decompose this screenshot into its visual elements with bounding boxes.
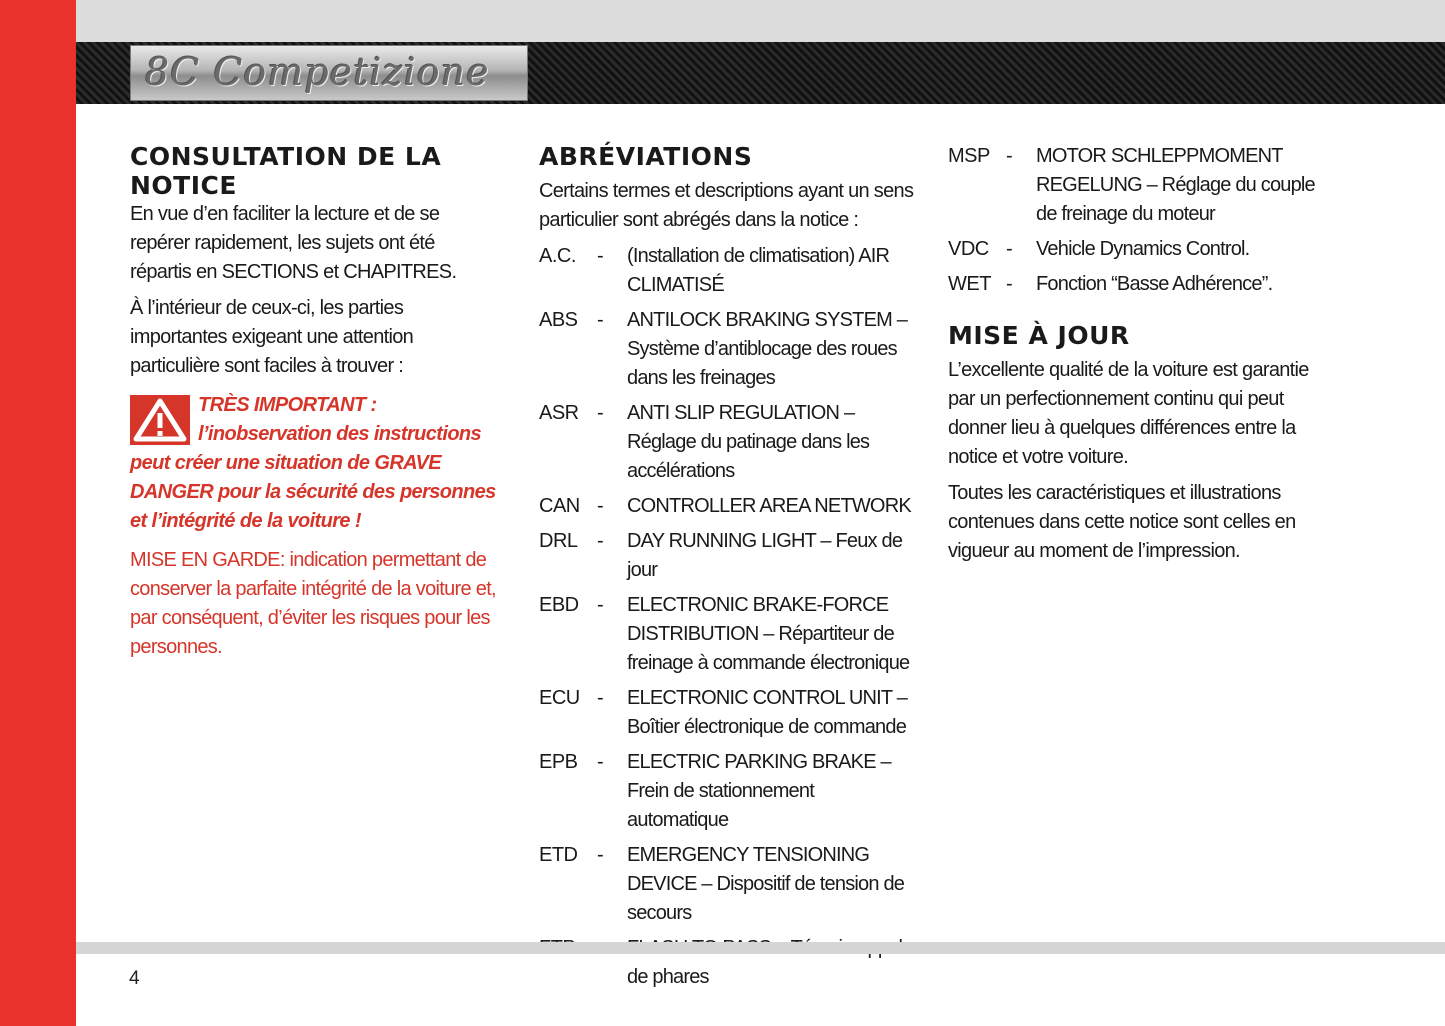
abbr-row <box>539 399 914 486</box>
abbr-dash: - <box>597 751 604 773</box>
abbr-code: WET <box>948 273 991 295</box>
abbr-row <box>539 591 914 678</box>
abbr-code: ASR <box>539 402 579 424</box>
column-update <box>948 142 1328 573</box>
column-abbreviations <box>539 142 914 998</box>
caution-paragraph <box>130 546 500 662</box>
update-para1: L’excellente qualité de la voiture est garantie par un perfectionnement continu qui peut donner lieu à quelques différences entre la notice et votre voiture. <box>948 359 1309 468</box>
abbr-code: ETD <box>539 844 578 866</box>
abbr-code: DRL <box>539 530 578 552</box>
abbr-dash: - <box>597 309 604 331</box>
abbr-row <box>948 270 1328 299</box>
abbr-row <box>539 748 914 835</box>
abbr-desc: DAY RUNNING LIGHT – Feux de jour <box>627 530 903 581</box>
abbr-code: CAN <box>539 495 580 517</box>
top-grey-strip <box>76 0 1445 42</box>
warning-triangle-icon <box>130 395 190 445</box>
page-number: 4 <box>129 968 140 989</box>
abbr-desc: ANTILOCK BRAKING SYSTEM – Système d’antiblocage des roues dans les freinages <box>627 309 908 389</box>
caution-label: MISE EN GARDE <box>130 549 280 571</box>
caution-text: : indication permettant de conserver la parfaite intégrité de la voiture et, par conséquent, d’éviter les risques pour les personnes. <box>130 549 496 658</box>
warning-box <box>130 391 500 536</box>
consultation-para2: À l’intérieur de ceux-ci, les parties importantes exigeant une attention particulière sont faciles à trouver : <box>130 297 414 377</box>
update-title: MISE À JOUR <box>948 321 1130 350</box>
abbr-row <box>539 242 914 300</box>
abbr-code: EPB <box>539 751 578 773</box>
abbr-dash: - <box>597 402 604 424</box>
abbr-row <box>948 142 1328 229</box>
abbr-desc: CONTROLLER AREA NETWORK <box>627 495 911 517</box>
abbr-desc: de phares <box>627 966 709 988</box>
abbr-code: EBD <box>539 594 579 616</box>
column-consultation <box>130 142 500 669</box>
abbr-desc: EMERGENCY TENSIONING DEVICE – Dispositif de tension de secours <box>627 844 905 924</box>
abbr-dash: - <box>597 245 604 267</box>
abbr-dash: - <box>597 844 604 866</box>
red-side-band <box>0 0 76 1026</box>
abbr-dash: - <box>597 495 604 517</box>
consultation-title: CONSULTATION DE LA NOTICE <box>130 142 442 200</box>
abbr-row <box>539 527 914 585</box>
abbr-dash: - <box>597 530 604 552</box>
abbr-desc: MOTOR SCHLEPPMOMENT REGELUNG – Réglage du couple de freinage du moteur <box>1036 145 1315 225</box>
consultation-para1: En vue d’en faciliter la lecture et de se repérer rapidement, les sujets ont été répartis en SECTIONS et CHAPITRES. <box>130 203 457 283</box>
abbr-row <box>948 235 1328 264</box>
abbr-row <box>539 841 914 928</box>
abbr-dash: - <box>597 687 604 709</box>
abbr-code: ECU <box>539 687 580 709</box>
update-para2: Toutes les caractéristiques et illustrations contenues dans cette notice sont celles en vigueur au moment de l’impression. <box>948 482 1296 562</box>
abbr-desc: Vehicle Dynamics Control. <box>1036 238 1250 260</box>
abbr-dash: - <box>1006 273 1013 295</box>
abbr-code: A.C. <box>539 245 576 267</box>
abbr-code: MSP <box>948 145 990 167</box>
abbr-desc: ANTI SLIP REGULATION – Réglage du patinage dans les accélérations <box>627 402 870 482</box>
abbr-dash: - <box>597 594 604 616</box>
abbr-row <box>539 306 914 393</box>
abbreviations-title: ABRÉVIATIONS <box>539 142 753 171</box>
abbr-dash: - <box>1006 238 1013 260</box>
abbr-desc: ELECTRIC PARKING BRAKE – Frein de stationnement automatique <box>627 751 891 831</box>
abbr-row <box>539 684 914 742</box>
logo-text: 8C Competizione <box>145 50 490 94</box>
abbreviations-intro: Certains termes et descriptions ayant un sens particulier sont abrégés dans la notice : <box>539 180 914 231</box>
abbr-row <box>539 492 914 521</box>
abbr-code: VDC <box>948 238 989 260</box>
abbr-desc: ELECTRONIC CONTROL UNIT – Boîtier électronique de commande <box>627 687 908 738</box>
abbr-dash: - <box>1006 145 1013 167</box>
abbr-code: ABS <box>539 309 578 331</box>
brand-logo <box>130 45 528 101</box>
warning-text: TRÈS IMPORTANT : l’inobservation des instructions peut créer une situation de GRAVE DANGER pour la sécurité des personnes et l’intégrité de la voiture ! <box>130 394 496 532</box>
abbr-desc: ELECTRONIC BRAKE-FORCE DISTRIBUTION – Répartiteur de freinage à commande électronique <box>627 594 910 674</box>
abbr-desc: Fonction “Basse Adhérence”. <box>1036 273 1273 295</box>
abbr-desc: (Installation de climatisation) AIR CLIMATISÉ <box>627 245 890 296</box>
footer-grey-strip <box>76 942 1445 954</box>
